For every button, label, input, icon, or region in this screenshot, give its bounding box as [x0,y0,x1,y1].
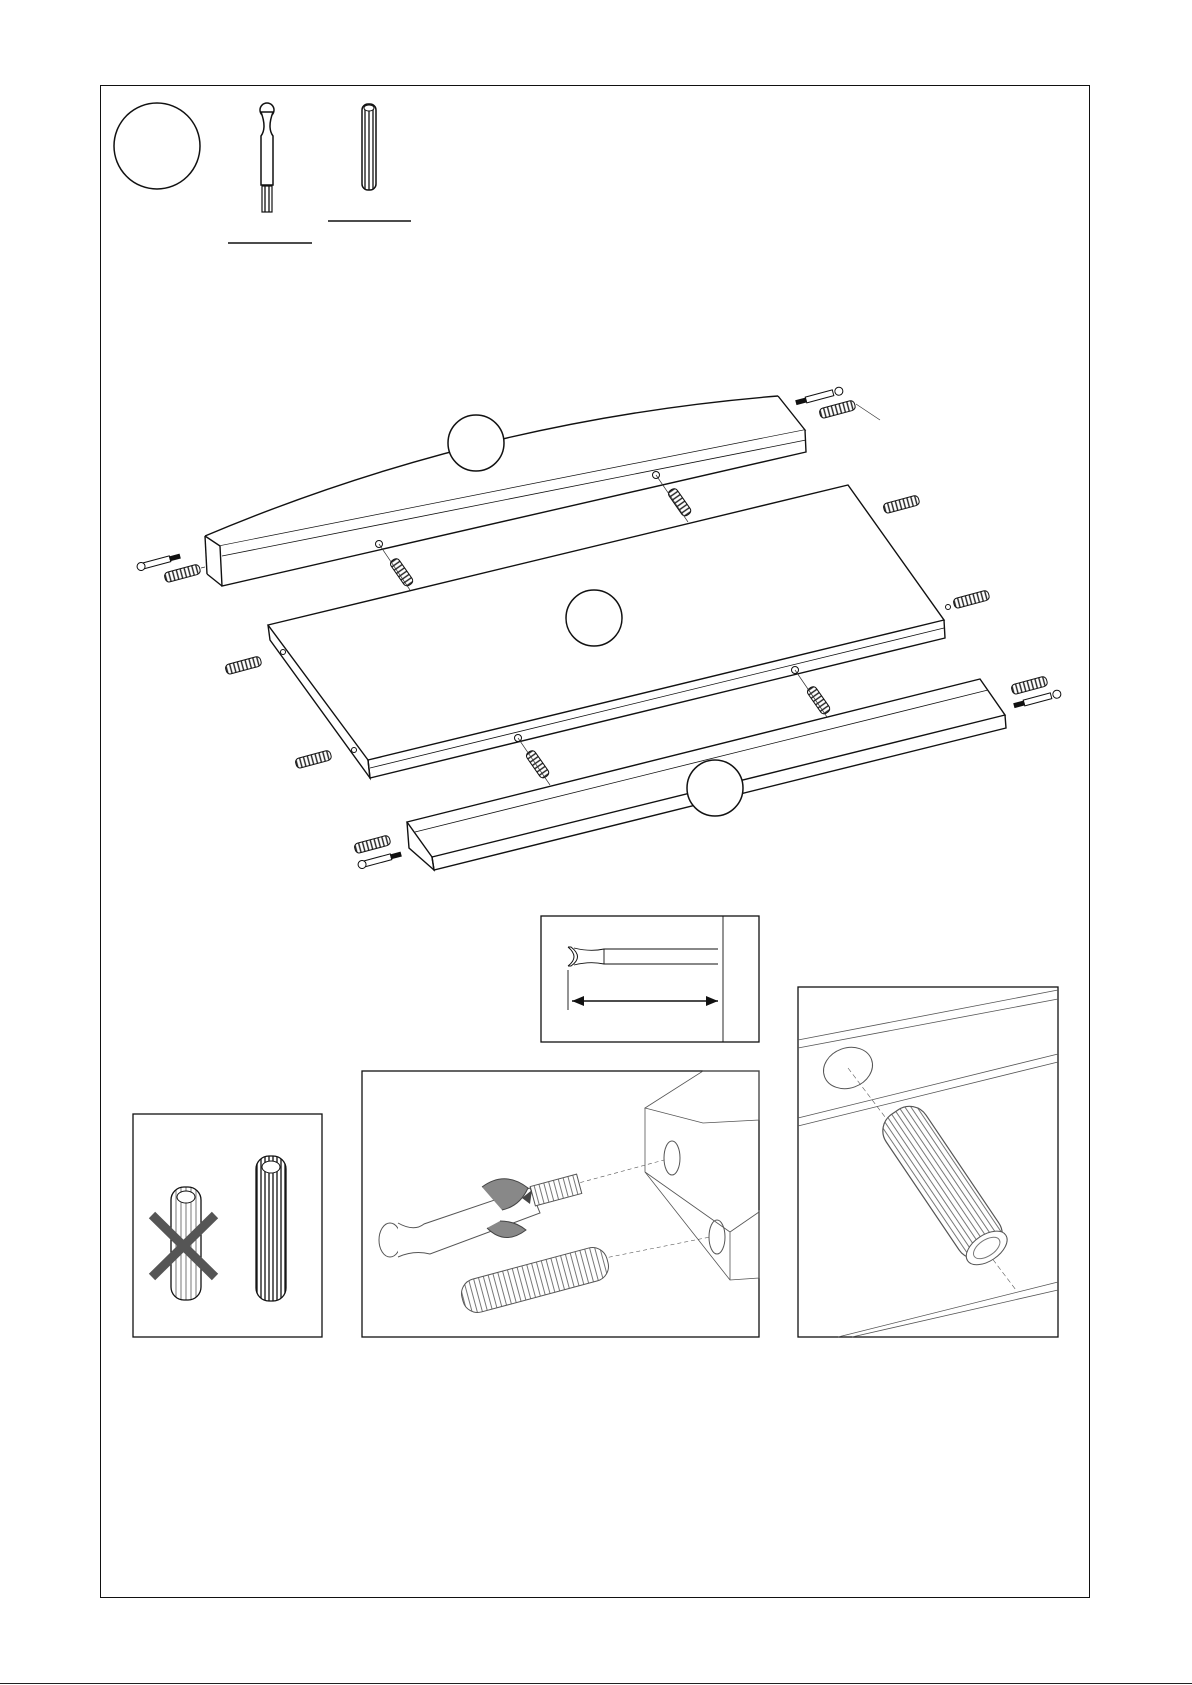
page-footer-line [0,1683,1192,1684]
panel-label-middle [566,590,622,646]
dowel-insertion-detail [798,987,1058,1337]
dowel-icon [362,104,376,190]
cam-bolt-icon [260,103,274,212]
cam-bolt-screw-in-detail [362,1071,759,1337]
step-number-badge [114,103,200,189]
cam-bolt-depth-detail [541,916,759,1042]
panel-label-top [448,415,504,471]
dowel-correct-vs-wrong-detail [133,1114,322,1337]
panel-label-bottom [687,760,743,816]
